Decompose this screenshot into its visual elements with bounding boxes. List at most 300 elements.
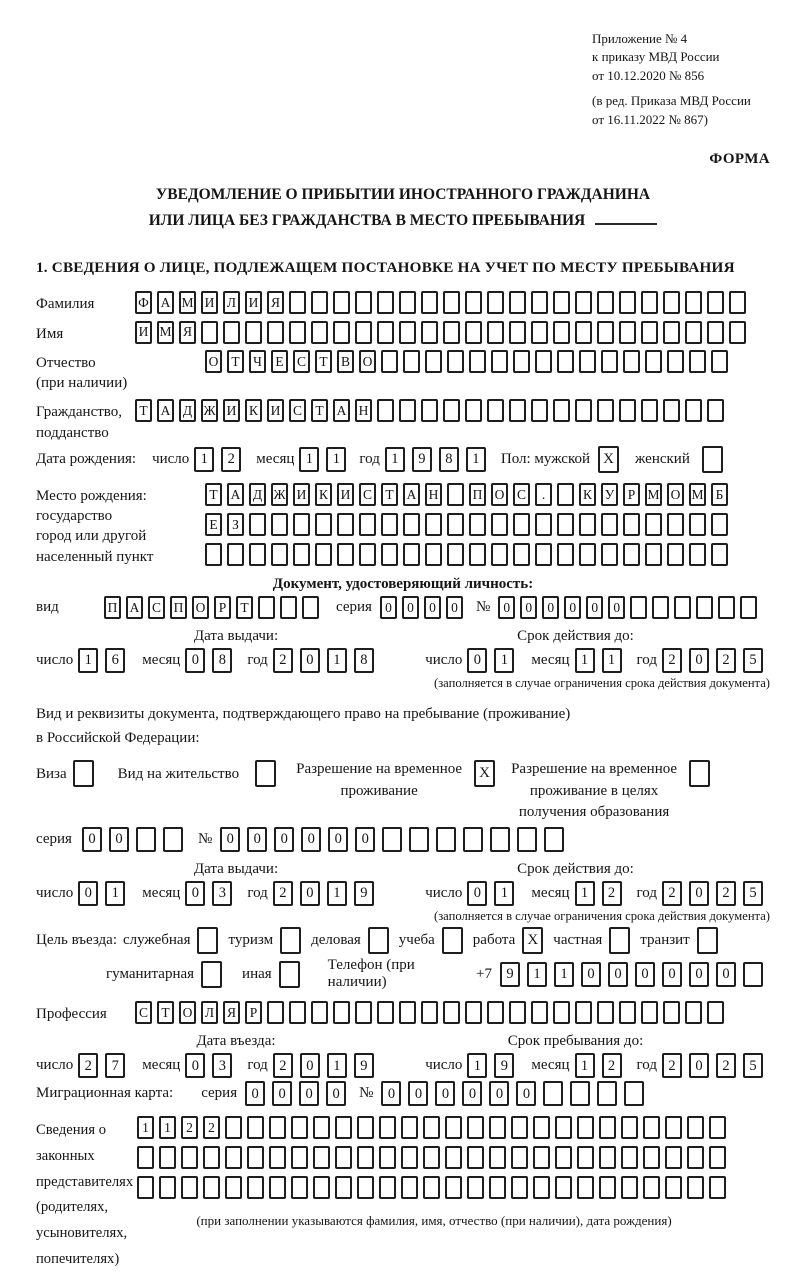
char-cell[interactable] [443, 1001, 460, 1024]
entry-year-cells[interactable] [273, 1053, 381, 1078]
char-cell[interactable]: 0 [542, 596, 559, 619]
char-cell[interactable] [203, 1146, 220, 1169]
char-cell[interactable] [621, 1116, 638, 1139]
char-cell[interactable]: 0 [326, 1081, 346, 1106]
entry-day-cells[interactable] [78, 1053, 132, 1078]
char-cell[interactable] [685, 399, 702, 422]
char-cell[interactable]: 0 [462, 1081, 482, 1106]
char-cell[interactable]: О [179, 1001, 196, 1024]
char-cell[interactable]: 9 [412, 447, 432, 472]
char-cell[interactable]: 9 [354, 1053, 374, 1078]
char-cell[interactable]: О [667, 483, 684, 506]
char-cell[interactable]: Р [245, 1001, 262, 1024]
char-cell[interactable] [159, 1146, 176, 1169]
char-cell[interactable]: 0 [689, 881, 709, 906]
char-cell[interactable] [687, 1146, 704, 1169]
char-cell[interactable] [555, 1176, 572, 1199]
char-cell[interactable]: М [157, 321, 174, 344]
issue-month-cells[interactable] [185, 881, 239, 906]
char-cell[interactable] [509, 291, 526, 314]
char-cell[interactable] [579, 543, 596, 566]
char-cell[interactable]: Т [315, 350, 332, 373]
char-cell[interactable]: О [491, 483, 508, 506]
char-cell[interactable] [667, 350, 684, 373]
valid-month-cells[interactable] [575, 881, 629, 906]
char-cell[interactable] [258, 596, 275, 619]
char-cell[interactable]: Т [135, 399, 152, 422]
char-cell[interactable]: 0 [185, 1053, 205, 1078]
char-cell[interactable] [718, 596, 735, 619]
char-cell[interactable]: Л [223, 291, 240, 314]
char-cell[interactable] [667, 543, 684, 566]
char-cell[interactable] [181, 1176, 198, 1199]
residence-number-cells[interactable] [220, 827, 571, 852]
char-cell[interactable] [624, 1081, 644, 1106]
char-cell[interactable] [557, 350, 574, 373]
char-cell[interactable]: Т [236, 596, 253, 619]
char-cell[interactable] [377, 1001, 394, 1024]
char-cell[interactable] [447, 513, 464, 536]
char-cell[interactable] [401, 1176, 418, 1199]
char-cell[interactable] [269, 1176, 286, 1199]
char-cell[interactable]: 1 [78, 648, 98, 673]
char-cell[interactable] [531, 399, 548, 422]
char-cell[interactable] [291, 1176, 308, 1199]
char-cell[interactable] [423, 1146, 440, 1169]
char-cell[interactable] [621, 1146, 638, 1169]
char-cell[interactable]: 1 [159, 1116, 176, 1139]
char-cell[interactable] [643, 1146, 660, 1169]
char-cell[interactable]: И [223, 399, 240, 422]
char-cell[interactable] [663, 321, 680, 344]
char-cell[interactable]: С [148, 596, 165, 619]
char-cell[interactable]: В [337, 350, 354, 373]
char-cell[interactable] [513, 350, 530, 373]
char-cell[interactable] [645, 543, 662, 566]
char-cell[interactable]: 0 [380, 596, 397, 619]
char-cell[interactable] [619, 1001, 636, 1024]
char-cell[interactable]: Т [311, 399, 328, 422]
char-cell[interactable] [247, 1146, 264, 1169]
char-cell[interactable] [579, 350, 596, 373]
char-cell[interactable] [381, 513, 398, 536]
char-cell[interactable] [403, 543, 420, 566]
char-cell[interactable] [355, 291, 372, 314]
char-cell[interactable] [557, 483, 574, 506]
char-cell[interactable] [313, 1146, 330, 1169]
char-cell[interactable]: Е [205, 513, 222, 536]
char-cell[interactable] [399, 291, 416, 314]
char-cell[interactable] [337, 543, 354, 566]
char-cell[interactable] [599, 1116, 616, 1139]
char-cell[interactable]: 0 [274, 827, 294, 852]
char-cell[interactable]: Т [227, 350, 244, 373]
char-cell[interactable]: 2 [78, 1053, 98, 1078]
char-cell[interactable] [382, 827, 402, 852]
char-cell[interactable]: 1 [137, 1116, 154, 1139]
char-cell[interactable]: 0 [467, 881, 487, 906]
char-cell[interactable] [511, 1116, 528, 1139]
valid-month-cells[interactable] [575, 648, 629, 673]
sex-male-checkbox[interactable]: X [598, 446, 619, 473]
char-cell[interactable]: 1 [494, 881, 514, 906]
char-cell[interactable] [517, 827, 537, 852]
sex-female-checkbox[interactable] [702, 446, 723, 473]
char-cell[interactable] [533, 1116, 550, 1139]
char-cell[interactable]: Я [179, 321, 196, 344]
doc-series-cells[interactable] [380, 596, 468, 619]
purpose-transit-checkbox[interactable] [697, 927, 718, 954]
char-cell[interactable] [421, 399, 438, 422]
char-cell[interactable] [333, 291, 350, 314]
char-cell[interactable] [555, 1116, 572, 1139]
legal-reps-cells-row3[interactable] [137, 1176, 731, 1199]
char-cell[interactable]: . [535, 483, 552, 506]
char-cell[interactable] [465, 291, 482, 314]
char-cell[interactable] [443, 399, 460, 422]
char-cell[interactable] [399, 399, 416, 422]
char-cell[interactable]: Ж [201, 399, 218, 422]
char-cell[interactable]: 1 [554, 962, 574, 987]
char-cell[interactable] [335, 1116, 352, 1139]
char-cell[interactable]: 3 [212, 881, 232, 906]
char-cell[interactable]: 1 [575, 881, 595, 906]
legal-reps-cells-row1[interactable] [137, 1116, 731, 1139]
char-cell[interactable] [137, 1146, 154, 1169]
char-cell[interactable] [597, 1001, 614, 1024]
char-cell[interactable] [487, 399, 504, 422]
char-cell[interactable] [531, 291, 548, 314]
char-cell[interactable] [399, 321, 416, 344]
char-cell[interactable] [535, 513, 552, 536]
citizenship-cells[interactable] [135, 399, 729, 422]
char-cell[interactable]: К [579, 483, 596, 506]
char-cell[interactable] [599, 1146, 616, 1169]
char-cell[interactable]: Б [711, 483, 728, 506]
char-cell[interactable] [291, 1146, 308, 1169]
migration-card-number-cells[interactable] [381, 1081, 651, 1106]
char-cell[interactable] [641, 291, 658, 314]
char-cell[interactable]: А [403, 483, 420, 506]
char-cell[interactable]: 2 [221, 447, 241, 472]
char-cell[interactable] [355, 1001, 372, 1024]
char-cell[interactable] [247, 1116, 264, 1139]
char-cell[interactable]: О [359, 350, 376, 373]
char-cell[interactable] [601, 543, 618, 566]
char-cell[interactable]: И [245, 291, 262, 314]
char-cell[interactable]: 0 [564, 596, 581, 619]
char-cell[interactable] [425, 513, 442, 536]
char-cell[interactable]: 2 [662, 1053, 682, 1078]
char-cell[interactable] [445, 1176, 462, 1199]
valid-day-cells[interactable] [467, 648, 521, 673]
char-cell[interactable] [641, 1001, 658, 1024]
doc-number-cells[interactable] [498, 596, 762, 619]
char-cell[interactable] [663, 291, 680, 314]
char-cell[interactable]: Е [271, 350, 288, 373]
char-cell[interactable]: 0 [185, 881, 205, 906]
migration-card-series-cells[interactable] [245, 1081, 353, 1106]
char-cell[interactable] [621, 1176, 638, 1199]
issue-year-cells[interactable] [273, 881, 381, 906]
char-cell[interactable]: 9 [354, 881, 374, 906]
char-cell[interactable] [271, 543, 288, 566]
char-cell[interactable]: 0 [608, 962, 628, 987]
char-cell[interactable] [289, 321, 306, 344]
issue-year-cells[interactable] [273, 648, 381, 673]
char-cell[interactable]: У [601, 483, 618, 506]
char-cell[interactable] [467, 1176, 484, 1199]
char-cell[interactable]: 0 [82, 827, 102, 852]
char-cell[interactable] [463, 827, 483, 852]
char-cell[interactable] [689, 350, 706, 373]
entry-month-cells[interactable] [185, 1053, 239, 1078]
char-cell[interactable] [269, 1146, 286, 1169]
char-cell[interactable]: 8 [212, 648, 232, 673]
char-cell[interactable] [401, 1116, 418, 1139]
char-cell[interactable]: 0 [402, 596, 419, 619]
legal-reps-cells-row2[interactable] [137, 1146, 731, 1169]
char-cell[interactable]: Р [623, 483, 640, 506]
char-cell[interactable]: 0 [247, 827, 267, 852]
char-cell[interactable] [509, 1001, 526, 1024]
char-cell[interactable] [707, 1001, 724, 1024]
char-cell[interactable]: П [170, 596, 187, 619]
residence-permit-checkbox[interactable] [255, 760, 276, 787]
char-cell[interactable]: 1 [105, 881, 125, 906]
char-cell[interactable] [421, 291, 438, 314]
char-cell[interactable]: 0 [109, 827, 129, 852]
char-cell[interactable] [280, 596, 297, 619]
char-cell[interactable] [337, 513, 354, 536]
char-cell[interactable] [707, 399, 724, 422]
char-cell[interactable] [203, 1176, 220, 1199]
purpose-private-checkbox[interactable] [609, 927, 630, 954]
char-cell[interactable] [599, 1176, 616, 1199]
char-cell[interactable] [225, 1146, 242, 1169]
char-cell[interactable]: 2 [273, 1053, 293, 1078]
char-cell[interactable] [623, 543, 640, 566]
char-cell[interactable] [423, 1116, 440, 1139]
char-cell[interactable]: 0 [446, 596, 463, 619]
char-cell[interactable]: 1 [327, 648, 347, 673]
char-cell[interactable] [601, 513, 618, 536]
char-cell[interactable] [575, 399, 592, 422]
char-cell[interactable] [709, 1176, 726, 1199]
char-cell[interactable]: 9 [500, 962, 520, 987]
char-cell[interactable] [201, 321, 218, 344]
doc-type-cells[interactable] [104, 596, 324, 619]
profession-cells[interactable] [135, 1001, 729, 1024]
char-cell[interactable] [245, 321, 262, 344]
birth-year-cells[interactable] [385, 447, 493, 472]
char-cell[interactable] [445, 1146, 462, 1169]
char-cell[interactable] [227, 543, 244, 566]
char-cell[interactable]: 1 [575, 648, 595, 673]
char-cell[interactable]: 1 [385, 447, 405, 472]
char-cell[interactable] [619, 291, 636, 314]
char-cell[interactable] [597, 399, 614, 422]
char-cell[interactable] [355, 321, 372, 344]
char-cell[interactable] [663, 399, 680, 422]
char-cell[interactable] [641, 399, 658, 422]
char-cell[interactable] [535, 543, 552, 566]
char-cell[interactable]: С [513, 483, 530, 506]
char-cell[interactable]: Я [223, 1001, 240, 1024]
char-cell[interactable] [543, 1081, 563, 1106]
stay-day-cells[interactable] [467, 1053, 521, 1078]
char-cell[interactable]: Д [249, 483, 266, 506]
char-cell[interactable]: О [205, 350, 222, 373]
char-cell[interactable] [575, 1001, 592, 1024]
char-cell[interactable] [491, 543, 508, 566]
char-cell[interactable] [533, 1146, 550, 1169]
char-cell[interactable]: 1 [466, 447, 486, 472]
issue-month-cells[interactable] [185, 648, 239, 673]
char-cell[interactable] [293, 543, 310, 566]
purpose-other-checkbox[interactable] [279, 961, 300, 988]
char-cell[interactable] [469, 350, 486, 373]
char-cell[interactable] [509, 321, 526, 344]
char-cell[interactable] [311, 1001, 328, 1024]
char-cell[interactable] [619, 321, 636, 344]
char-cell[interactable] [490, 827, 510, 852]
char-cell[interactable]: П [469, 483, 486, 506]
char-cell[interactable]: 0 [424, 596, 441, 619]
char-cell[interactable]: 0 [408, 1081, 428, 1106]
valid-year-cells[interactable] [662, 881, 770, 906]
char-cell[interactable]: 0 [355, 827, 375, 852]
char-cell[interactable] [553, 321, 570, 344]
char-cell[interactable] [531, 1001, 548, 1024]
char-cell[interactable] [333, 321, 350, 344]
char-cell[interactable]: Т [381, 483, 398, 506]
char-cell[interactable] [271, 513, 288, 536]
char-cell[interactable] [729, 291, 746, 314]
char-cell[interactable] [544, 827, 564, 852]
char-cell[interactable] [469, 543, 486, 566]
char-cell[interactable] [379, 1146, 396, 1169]
char-cell[interactable] [687, 1116, 704, 1139]
char-cell[interactable]: А [126, 596, 143, 619]
char-cell[interactable] [553, 399, 570, 422]
given-name-cells[interactable] [135, 321, 751, 344]
char-cell[interactable] [487, 321, 504, 344]
char-cell[interactable]: С [135, 1001, 152, 1024]
char-cell[interactable] [489, 1116, 506, 1139]
char-cell[interactable]: 0 [328, 827, 348, 852]
char-cell[interactable] [663, 1001, 680, 1024]
char-cell[interactable] [249, 513, 266, 536]
char-cell[interactable]: С [293, 350, 310, 373]
char-cell[interactable] [403, 350, 420, 373]
char-cell[interactable] [533, 1176, 550, 1199]
char-cell[interactable]: 2 [662, 648, 682, 673]
char-cell[interactable]: 0 [520, 596, 537, 619]
char-cell[interactable]: Р [214, 596, 231, 619]
char-cell[interactable] [381, 350, 398, 373]
char-cell[interactable]: Н [425, 483, 442, 506]
char-cell[interactable] [685, 321, 702, 344]
char-cell[interactable]: 2 [602, 881, 622, 906]
char-cell[interactable] [652, 596, 669, 619]
char-cell[interactable]: 0 [516, 1081, 536, 1106]
char-cell[interactable] [225, 1176, 242, 1199]
char-cell[interactable] [315, 543, 332, 566]
char-cell[interactable] [491, 513, 508, 536]
char-cell[interactable]: 5 [743, 1053, 763, 1078]
char-cell[interactable] [425, 350, 442, 373]
char-cell[interactable]: 9 [494, 1053, 514, 1078]
char-cell[interactable] [403, 513, 420, 536]
char-cell[interactable] [729, 321, 746, 344]
char-cell[interactable]: Т [205, 483, 222, 506]
char-cell[interactable] [674, 596, 691, 619]
char-cell[interactable] [643, 1116, 660, 1139]
char-cell[interactable] [447, 543, 464, 566]
char-cell[interactable] [601, 350, 618, 373]
char-cell[interactable] [311, 321, 328, 344]
char-cell[interactable]: 5 [743, 881, 763, 906]
char-cell[interactable] [553, 291, 570, 314]
char-cell[interactable]: 6 [105, 648, 125, 673]
valid-year-cells[interactable] [662, 648, 770, 673]
char-cell[interactable] [381, 543, 398, 566]
char-cell[interactable]: М [179, 291, 196, 314]
char-cell[interactable] [707, 321, 724, 344]
stay-month-cells[interactable] [575, 1053, 629, 1078]
char-cell[interactable]: 1 [327, 1053, 347, 1078]
char-cell[interactable]: 2 [273, 881, 293, 906]
char-cell[interactable]: А [157, 291, 174, 314]
char-cell[interactable] [465, 321, 482, 344]
char-cell[interactable]: 0 [245, 1081, 265, 1106]
char-cell[interactable] [577, 1146, 594, 1169]
char-cell[interactable] [579, 513, 596, 536]
patronymic-cells[interactable] [205, 350, 733, 373]
char-cell[interactable] [223, 321, 240, 344]
char-cell[interactable] [487, 291, 504, 314]
char-cell[interactable] [205, 543, 222, 566]
char-cell[interactable] [445, 1116, 462, 1139]
char-cell[interactable] [293, 513, 310, 536]
char-cell[interactable]: 1 [467, 1053, 487, 1078]
char-cell[interactable] [377, 399, 394, 422]
purpose-humanitarian-checkbox[interactable] [201, 961, 222, 988]
char-cell[interactable]: Ф [135, 291, 152, 314]
char-cell[interactable] [357, 1146, 374, 1169]
char-cell[interactable]: Ч [249, 350, 266, 373]
char-cell[interactable] [137, 1176, 154, 1199]
char-cell[interactable] [689, 513, 706, 536]
char-cell[interactable] [645, 350, 662, 373]
char-cell[interactable] [401, 1146, 418, 1169]
char-cell[interactable]: 7 [105, 1053, 125, 1078]
char-cell[interactable]: 0 [301, 827, 321, 852]
char-cell[interactable]: 0 [586, 596, 603, 619]
char-cell[interactable]: Ж [271, 483, 288, 506]
char-cell[interactable] [136, 827, 156, 852]
char-cell[interactable] [159, 1176, 176, 1199]
char-cell[interactable] [357, 1176, 374, 1199]
char-cell[interactable]: 2 [716, 1053, 736, 1078]
char-cell[interactable] [575, 321, 592, 344]
char-cell[interactable] [641, 321, 658, 344]
purpose-study-checkbox[interactable] [442, 927, 463, 954]
char-cell[interactable] [597, 1081, 617, 1106]
char-cell[interactable]: 1 [326, 447, 346, 472]
char-cell[interactable]: Т [157, 1001, 174, 1024]
